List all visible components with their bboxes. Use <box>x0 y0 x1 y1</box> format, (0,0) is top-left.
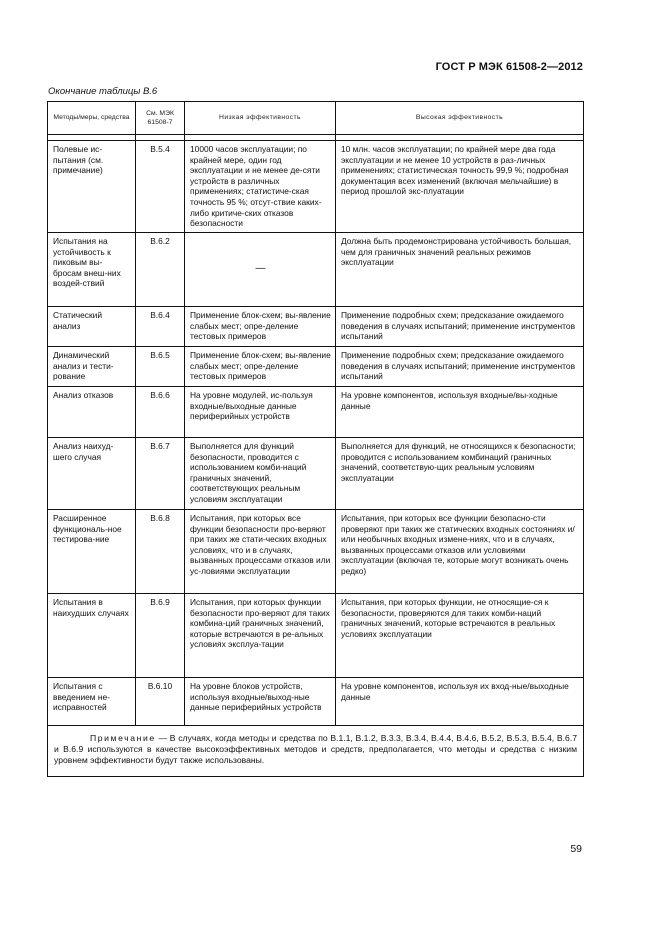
table-row <box>48 307 584 347</box>
table-row <box>48 510 584 594</box>
cell-method: Испытания в наихудших случаях <box>48 594 136 678</box>
cell-ref: В.6.10 <box>136 678 185 726</box>
methods-table <box>47 101 584 777</box>
cell-high: Применение подробных схем; предсказание ожидаемого поведения в случаях испытаний; применение инструментов испытаний <box>336 347 584 387</box>
cell-ref: В.6.4 <box>136 307 185 347</box>
table-row <box>48 594 584 678</box>
standard-designation: ГОСТ Р МЭК 61508-2—2012 <box>435 61 583 73</box>
cell-high: Выполняется для функций, не относящихся к безопасности; проводится с использованием комбинаций граничных значений, соответствую-щих реальным условиям эксплуатации <box>336 438 584 510</box>
cell-low: — <box>185 233 336 307</box>
cell-low: На уровне блоков устройств, используя входные/выход-ные данные периферийных устройств <box>185 678 336 726</box>
cell-high: На уровне компонентов, используя входные/вы-ходные данные <box>336 387 584 438</box>
header-row <box>48 102 584 135</box>
note-label: Примечание <box>90 733 156 743</box>
cell-high: Применение подробных схем; предсказание ожидаемого поведения в случаях испытаний; применение инструментов испытаний <box>336 307 584 347</box>
header-ref: См. МЭК 61508-7 <box>136 102 185 135</box>
cell-low: На уровне модулей, ис-пользуя входные/выходные данные периферийных устройств <box>185 387 336 438</box>
cell-high: На уровне компонентов, используя их вход-ные/выходные данные <box>336 678 584 726</box>
note-row <box>48 726 584 777</box>
cell-high: Испытания, при которых функции, не относящие-ся к безопасности, проверяются для таких комби-наций граничных значений, которые встречаются в реальных условиях эксплуатации <box>336 594 584 678</box>
cell-method: Анализ отказов <box>48 387 136 438</box>
header-low: Низкая эффективность <box>185 102 336 135</box>
page-number: 59 <box>570 843 582 855</box>
table-row <box>48 233 584 307</box>
cell-low: Применение блок-схем; вы-явление слабых мест; опре-деление тестовых примеров <box>185 347 336 387</box>
header-high: Высокая эффективность <box>336 102 584 135</box>
header-method: Методы/меры, средства <box>48 102 136 135</box>
table-row <box>48 347 584 387</box>
cell-method: Полевые ис-пытания (см. примечание) <box>48 141 136 233</box>
cell-ref: В.6.8 <box>136 510 185 594</box>
table-note <box>48 726 584 777</box>
cell-ref: В.6.5 <box>136 347 185 387</box>
cell-method: Динамический анализ и тести-рование <box>48 347 136 387</box>
table-row <box>48 438 584 510</box>
cell-method: Анализ наихуд-шего случая <box>48 438 136 510</box>
cell-ref: В.6.7 <box>136 438 185 510</box>
table-row <box>48 141 584 233</box>
cell-ref: В.6.9 <box>136 594 185 678</box>
cell-ref: В.6.6 <box>136 387 185 438</box>
table-row <box>48 678 584 726</box>
table-row <box>48 387 584 438</box>
cell-low: Испытания, при которых функции безопасности про-веряют для таких комбина-ций граничных значений, которые встречаются в ре-альных условиях эксплуа-тации <box>185 594 336 678</box>
cell-ref: В.6.2 <box>136 233 185 307</box>
cell-high: Испытания, при которых все функции безопасно-сти проверяют при таких же статических входных состояниях и/или необычных входных измене-ниях, что и в случаях, вызванных процессами отказов или условиями эксплуатации (включая те, которые могут возникать очень редко) <box>336 510 584 594</box>
cell-high: Должна быть продемонстрирована устойчивость большая, чем для граничных значений реальных режимов эксплуатации <box>336 233 584 307</box>
cell-method: Статический анализ <box>48 307 136 347</box>
cell-low: Применение блок-схем; вы-явление слабых мест; опре-деление тестовых примеров <box>185 307 336 347</box>
cell-low: Выполняется для функций безопасности, проводится с использованием комби-наций граничных значений, соответствующих реальным условиям эксплуатации <box>185 438 336 510</box>
table-caption: Окончание таблицы В.6 <box>48 86 158 97</box>
cell-method: Испытания с введением не-исправностей <box>48 678 136 726</box>
cell-low: Испытания, при которых все функции безопасности про-веряют при таких же стати-ческих входных условиях, что и в случаях, вызванных процессами отказов или ус-ловиями эксплуатации <box>185 510 336 594</box>
note-text: — В случаях, когда методы и средства по В.1.1, В.1.2, В.3.3, В.3.4, В.4.4, В.4.6, В.5.2, В.5.3, В.5.4, В.6.7 и В.6.9 используются в качестве высокоэффективных методов и средств, предполагается, что методы и средства с низким уровнем эффективности будут также использованы. <box>54 733 577 765</box>
cell-method: Расширенное функциональ-ное тестирова-ние <box>48 510 136 594</box>
cell-low: 10000 часов эксплуатации; по крайней мере, один год эксплуатации и не менее де-сяти устройств в различных применениях; статистиче-ская точность 95 %; отсут-ствие каких-либо критиче-ских отказов безопасности <box>185 141 336 233</box>
cell-ref: В.5.4 <box>136 141 185 233</box>
cell-method: Испытания на устойчивость к пиковым вы-бросам внеш-них воздей-ствий <box>48 233 136 307</box>
cell-high: 10 млн. часов эксплуатации; по крайней мере два года эксплуатации и не менее 10 устройств в раз-личных применениях; статистическая точность 99,9 %; подробная документация всех изменений (включая мельчайшие) в период прошлой экс-плуатации <box>336 141 584 233</box>
